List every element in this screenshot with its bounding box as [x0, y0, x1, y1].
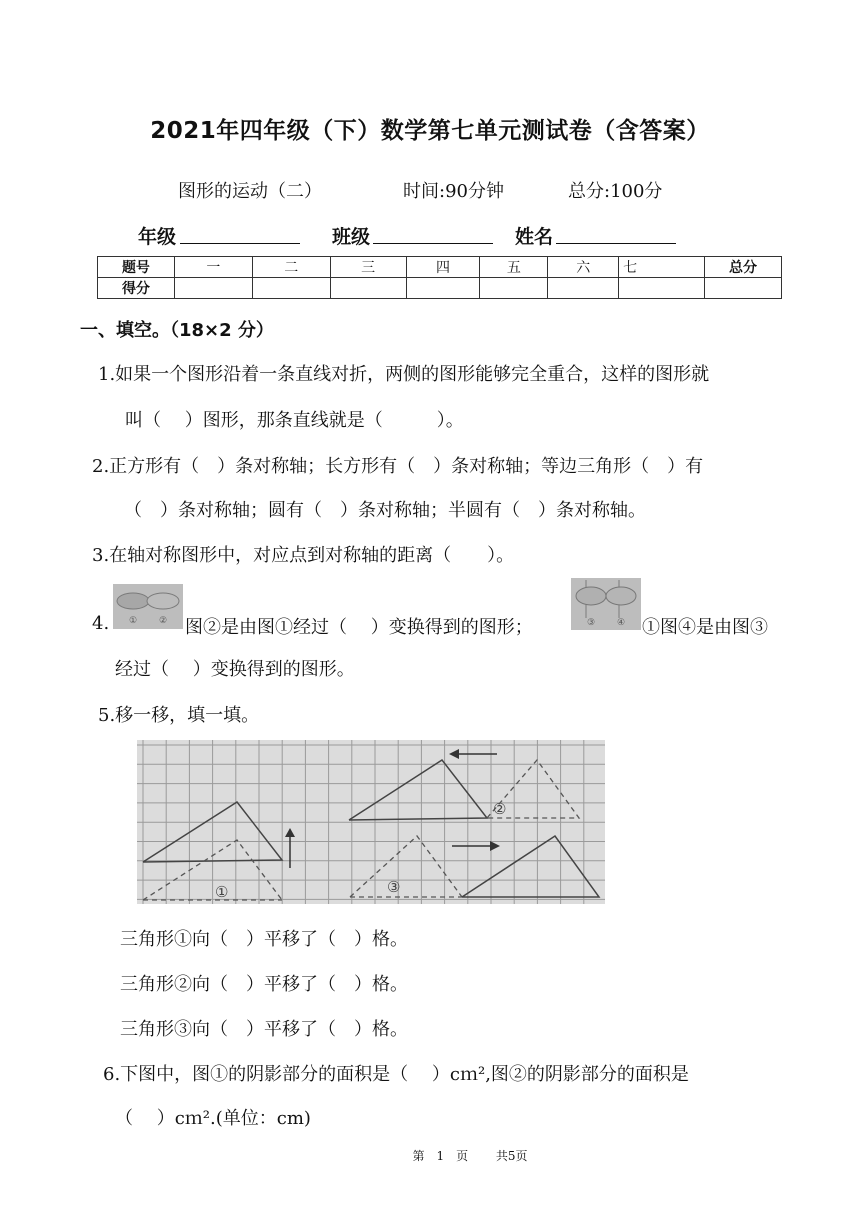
figure-label-2: ② [159, 616, 168, 626]
unit-name: 图形的运动（二） [178, 181, 322, 202]
question-4-part-2: ①图④是由图③ [642, 617, 768, 638]
header-cell: 七 [619, 257, 705, 278]
row-label: 得分 [98, 278, 175, 299]
score-value-row [98, 278, 782, 299]
question-6-line-1: 6.下图中，图①的阴影部分的面积是（ ）cｍ²,图②的阴影部分的面积是 [103, 1064, 689, 1085]
question-1-line-1: 1.如果一个图形沿着一条直线对折，两侧的图形能够完全重合，这样的图形就 [98, 364, 710, 385]
translation-grid-figure [137, 740, 605, 904]
question-1-line-2: 叫（ ）图形，那条直线就是（ ）。 [125, 410, 464, 431]
question-4-line-2: 经过（ ）变换得到的图形。 [115, 659, 355, 680]
question-5-triangle-3: 三角形③向（ ）平移了（ ）格。 [120, 1019, 408, 1040]
question-5: 5.移一移，填一填。 [98, 705, 260, 726]
page-title: 2021年四年级（下）数学第七单元测试卷（含答案） [150, 118, 710, 144]
name-label: 姓名 [515, 226, 554, 248]
header-cell: 一 [174, 257, 252, 278]
question-5-triangle-2: 三角形②向（ ）平移了（ ）格。 [120, 974, 408, 995]
question-3: 3.在轴对称图形中，对应点到对称轴的距离（ ）。 [92, 545, 515, 566]
header-cell: 四 [406, 257, 480, 278]
header-cell: 二 [252, 257, 330, 278]
score-header-row [98, 257, 782, 278]
reflection-figure-thumbnail [113, 584, 183, 629]
question-2-line-2: （ ）条对称轴；圆有（ ）条对称轴；半圆有（ ）条对称轴。 [124, 500, 646, 521]
triangle-3-label: ③ [387, 878, 401, 896]
score-cell[interactable] [174, 278, 252, 299]
question-5-triangle-1: 三角形①向（ ）平移了（ ）格。 [120, 929, 408, 950]
score-cell[interactable] [480, 278, 548, 299]
score-cell[interactable] [619, 278, 705, 299]
name-blank[interactable] [556, 222, 676, 244]
exam-time: 时间:90分钟 [403, 181, 504, 202]
score-cell[interactable] [330, 278, 406, 299]
triangle-2-label: ② [493, 800, 507, 818]
question-4-part-1: 图②是由图①经过（ ）变换得到的图形； [185, 617, 533, 638]
score-cell[interactable] [406, 278, 480, 299]
question-2-line-1: 2.正方形有（ ）条对称轴；长方形有（ ）条对称轴；等边三角形（ ）有 [92, 456, 704, 477]
header-cell: 五 [480, 257, 548, 278]
grade-blank[interactable] [180, 222, 300, 244]
figure-label-4: ④ [617, 618, 626, 628]
header-cell: 三 [330, 257, 406, 278]
triangle-1-label: ① [215, 883, 229, 901]
class-blank[interactable] [373, 222, 493, 244]
section-heading: 一、填空。（18×2 分） [80, 320, 274, 341]
figure-label-3: ③ [587, 618, 596, 628]
question-6-line-2: （ ）cｍ².(单位：cm) [115, 1108, 311, 1129]
translation-figure-thumbnail [571, 578, 641, 630]
score-cell[interactable] [705, 278, 782, 299]
total-score: 总分:100分 [568, 181, 663, 202]
score-cell[interactable] [548, 278, 619, 299]
grade-label: 年级 [138, 226, 177, 248]
header-cell: 题号 [98, 257, 175, 278]
score-table [97, 256, 782, 299]
question-4-number: 4. [92, 613, 110, 634]
page-footer: 第 1 页 共5页 [412, 1149, 528, 1163]
header-cell: 六 [548, 257, 619, 278]
header-cell: 总分 [705, 257, 782, 278]
score-cell[interactable] [252, 278, 330, 299]
class-label: 班级 [332, 226, 371, 248]
figure-label-1: ① [129, 616, 138, 626]
